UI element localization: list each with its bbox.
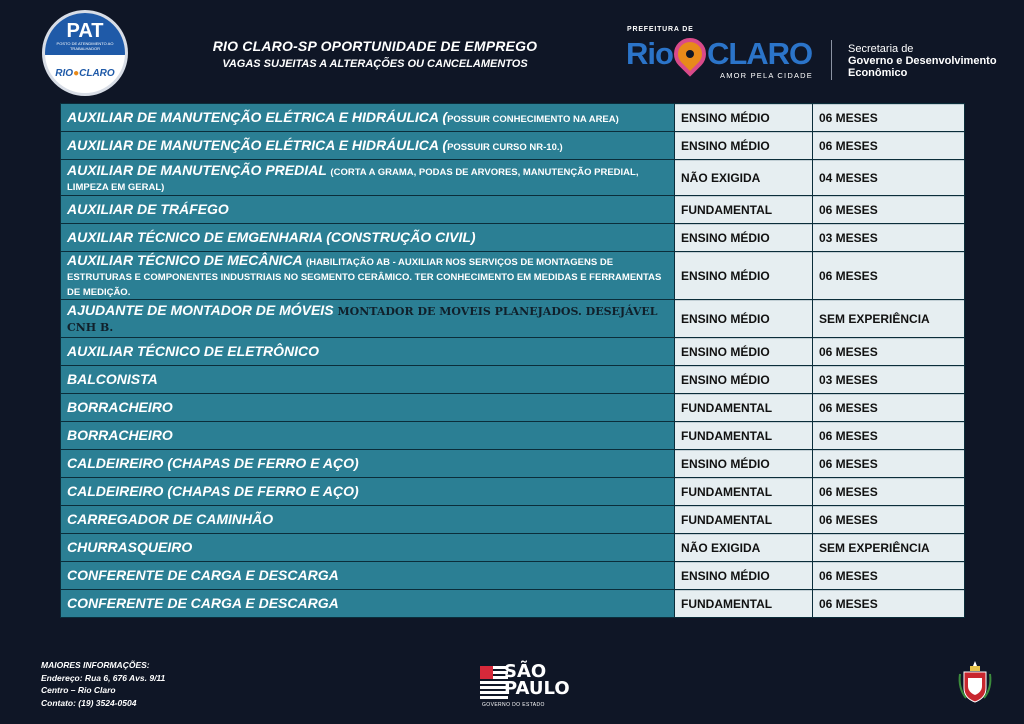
experience-value: 06 MESES <box>819 138 878 153</box>
education-value: ENSINO MÉDIO <box>681 372 770 387</box>
table-row <box>61 590 965 618</box>
education-value: FUNDAMENTAL <box>681 512 773 527</box>
table-row <box>61 422 965 450</box>
job-title: AJUDANTE DE MONTADOR DE MÓVEIS <box>67 301 338 318</box>
job-title: BORRACHEIRO <box>67 427 173 443</box>
secretaria-label: Secretaria de Governo e Desenvolvimento Econômico <box>848 43 997 79</box>
experience-cell <box>813 534 965 562</box>
education-value: FUNDAMENTAL <box>681 596 773 611</box>
job-title: AUXILIAR DE MANUTENÇÃO ELÉTRICA E HIDRÁULICA ( <box>67 109 448 125</box>
education-cell <box>675 252 813 300</box>
job-title: CALDEIREIRO (CHAPAS DE FERRO E AÇO) <box>67 483 359 499</box>
education-value: ENSINO MÉDIO <box>681 456 770 471</box>
education-value: ENSINO MÉDIO <box>681 311 770 326</box>
job-title: AUXILIAR DE MANUTENÇÃO PREDIAL <box>67 161 331 178</box>
education-value: ENSINO MÉDIO <box>681 110 770 125</box>
education-cell <box>675 394 813 422</box>
education-value: FUNDAMENTAL <box>681 484 773 499</box>
experience-value: 06 MESES <box>819 110 878 125</box>
table-row <box>61 300 965 338</box>
education-cell <box>675 338 813 366</box>
job-title: AUXILIAR TÉCNICO DE EMGENHARIA (CONSTRUÇÃO CIVIL) <box>67 229 476 245</box>
education-cell <box>675 104 813 132</box>
job-title-cell <box>61 590 675 618</box>
experience-value: SEM EXPERIÊNCIA <box>819 311 930 326</box>
job-title-cell <box>61 562 675 590</box>
education-cell <box>675 196 813 224</box>
table-row <box>61 506 965 534</box>
experience-cell <box>813 394 965 422</box>
job-title-cell <box>61 300 675 338</box>
education-value: ENSINO MÉDIO <box>681 230 770 245</box>
job-title-cell <box>61 394 675 422</box>
sao-paulo-government-logo: SÃO PAULO GOVERNO DO ESTADO <box>482 661 570 708</box>
pat-logo-title: PAT <box>66 19 104 42</box>
job-title-cell <box>61 160 675 196</box>
jobs-table <box>60 103 965 618</box>
experience-cell <box>813 132 965 160</box>
contact-heading: MAIORES INFORMAÇÕES: <box>41 660 150 670</box>
table-row <box>61 224 965 252</box>
experience-cell <box>813 478 965 506</box>
experience-value: 03 MESES <box>819 372 878 387</box>
job-title-cell <box>61 224 675 252</box>
experience-value: 03 MESES <box>819 230 878 245</box>
experience-cell <box>813 224 965 252</box>
job-note: POSSUIR CURSO NR-10.) <box>447 142 563 153</box>
map-pin-icon <box>667 31 712 76</box>
job-title: CHURRASQUEIRO <box>67 539 193 555</box>
education-value: FUNDAMENTAL <box>681 400 773 415</box>
experience-value: 06 MESES <box>819 202 878 217</box>
job-title: BORRACHEIRO <box>67 399 173 415</box>
job-title: AUXILIAR DE TRÁFEGO <box>67 201 229 217</box>
experience-cell <box>813 422 965 450</box>
contact-info <box>41 659 241 709</box>
job-title-cell <box>61 450 675 478</box>
education-value: ENSINO MÉDIO <box>681 568 770 583</box>
education-value: FUNDAMENTAL <box>681 202 773 217</box>
job-title: BALCONISTA <box>67 371 158 387</box>
education-cell <box>675 562 813 590</box>
experience-value: 06 MESES <box>819 268 878 283</box>
experience-cell <box>813 252 965 300</box>
experience-value: 06 MESES <box>819 484 878 499</box>
job-title-cell <box>61 506 675 534</box>
education-value: NÃO EXIGIDA <box>681 170 761 185</box>
education-cell <box>675 160 813 196</box>
table-row <box>61 252 965 300</box>
experience-cell <box>813 196 965 224</box>
education-cell <box>675 366 813 394</box>
table-row <box>61 562 965 590</box>
table-row <box>61 338 965 366</box>
experience-cell <box>813 590 965 618</box>
job-title: CALDEIREIRO (CHAPAS DE FERRO E AÇO) <box>67 455 359 471</box>
job-title: CONFERENTE DE CARGA E DESCARGA <box>67 595 339 611</box>
education-cell <box>675 506 813 534</box>
education-cell <box>675 422 813 450</box>
experience-value: 04 MESES <box>819 170 878 185</box>
experience-value: 06 MESES <box>819 568 878 583</box>
job-title-cell <box>61 196 675 224</box>
experience-cell <box>813 506 965 534</box>
education-value: ENSINO MÉDIO <box>681 138 770 153</box>
experience-value: SEM EXPERIÊNCIA <box>819 540 930 555</box>
job-note: (CORTA A GRAMA, PODAS DE ARVORES, MANUTENÇÃO PREDIAL, LIMPEZA EM GERAL) <box>67 166 639 193</box>
education-cell <box>675 534 813 562</box>
experience-cell <box>813 300 965 338</box>
education-value: FUNDAMENTAL <box>681 428 773 443</box>
job-title-cell <box>61 366 675 394</box>
experience-cell <box>813 338 965 366</box>
experience-value: 06 MESES <box>819 596 878 611</box>
job-title-cell <box>61 252 675 300</box>
table-row <box>61 160 965 196</box>
experience-value: 06 MESES <box>819 512 878 527</box>
table-row <box>61 450 965 478</box>
job-title: AUXILIAR TÉCNICO DE ELETRÔNICO <box>67 343 320 359</box>
job-title-cell <box>61 422 675 450</box>
job-title-cell <box>61 104 675 132</box>
experience-cell <box>813 450 965 478</box>
pat-logo <box>42 10 128 96</box>
job-title: AUXILIAR TÉCNICO DE MECÂNICA <box>67 252 307 268</box>
rio-claro-logo-prefeitura: PREFEITURA DE <box>627 26 694 33</box>
job-note: MONTADOR DE MOVEIS PLANEJADOS. DESEJÁVEL CNH B. <box>67 304 658 334</box>
experience-cell <box>813 160 965 196</box>
rio-claro-logo <box>624 26 824 82</box>
job-title: AUXILIAR DE MANUTENÇÃO ELÉTRICA E HIDRÁULICA ( <box>67 137 448 153</box>
table-row <box>61 394 965 422</box>
experience-value: 06 MESES <box>819 456 878 471</box>
job-title-cell <box>61 338 675 366</box>
experience-value: 06 MESES <box>819 400 878 415</box>
experience-cell <box>813 562 965 590</box>
pat-logo-subtitle: POSTO DE ATENDIMENTO AO TRABALHADOR <box>56 40 114 51</box>
table-row <box>61 132 965 160</box>
experience-cell <box>813 104 965 132</box>
page-title-block <box>200 38 550 70</box>
table-row <box>61 196 965 224</box>
education-value: NÃO EXIGIDA <box>681 540 761 555</box>
job-title-cell <box>61 478 675 506</box>
contact-district: Centro – Rio Claro <box>41 685 116 695</box>
job-title-cell <box>61 534 675 562</box>
header-divider <box>831 40 832 80</box>
education-cell <box>675 590 813 618</box>
page-title: RIO CLARO-SP OPORTUNIDADE DE EMPREGO <box>212 38 538 54</box>
education-cell <box>675 224 813 252</box>
rio-claro-logo-name: Rio CLARO <box>626 36 812 72</box>
job-title: CONFERENTE DE CARGA E DESCARGA <box>67 567 339 583</box>
education-value: ENSINO MÉDIO <box>681 344 770 359</box>
job-note: POSSUIR CONHECIMENTO NA AREA) <box>447 114 619 125</box>
table-row <box>61 366 965 394</box>
education-cell <box>675 450 813 478</box>
education-cell <box>675 132 813 160</box>
education-value: ENSINO MÉDIO <box>681 268 770 283</box>
job-title: CARREGADOR DE CAMINHÃO <box>67 511 274 527</box>
rio-claro-slogan: AMOR PELA CIDADE <box>720 71 813 80</box>
contact-phone: Contato: (19) 3524-0504 <box>41 697 137 708</box>
page-subtitle: VAGAS SUJEITAS A ALTERAÇÕES OU CANCELAMENTOS <box>222 58 528 70</box>
experience-value: 06 MESES <box>819 428 878 443</box>
table-row <box>61 534 965 562</box>
job-note: (HABILITAÇÃO AB - AUXILIAR NOS SERVIÇOS DE MONTAGENS DE ESTRUTURAS E COMPONENTES INDUSTRIAIS NO SEGMENTO CERÂMICO. TER CONHECIMENTO EM MEDIDAS E FERRAMENTAS DE MEDIÇÃO. <box>67 257 662 298</box>
education-cell <box>675 478 813 506</box>
coat-of-arms-icon <box>956 660 994 704</box>
table-row <box>61 104 965 132</box>
job-title-cell <box>61 132 675 160</box>
pat-logo-city: RIO●CLARO <box>55 68 115 80</box>
experience-value: 06 MESES <box>819 344 878 359</box>
education-cell <box>675 300 813 338</box>
experience-cell <box>813 366 965 394</box>
contact-address: Endereço: Rua 6, 676 Avs. 9/11 <box>41 672 166 683</box>
table-row <box>61 478 965 506</box>
